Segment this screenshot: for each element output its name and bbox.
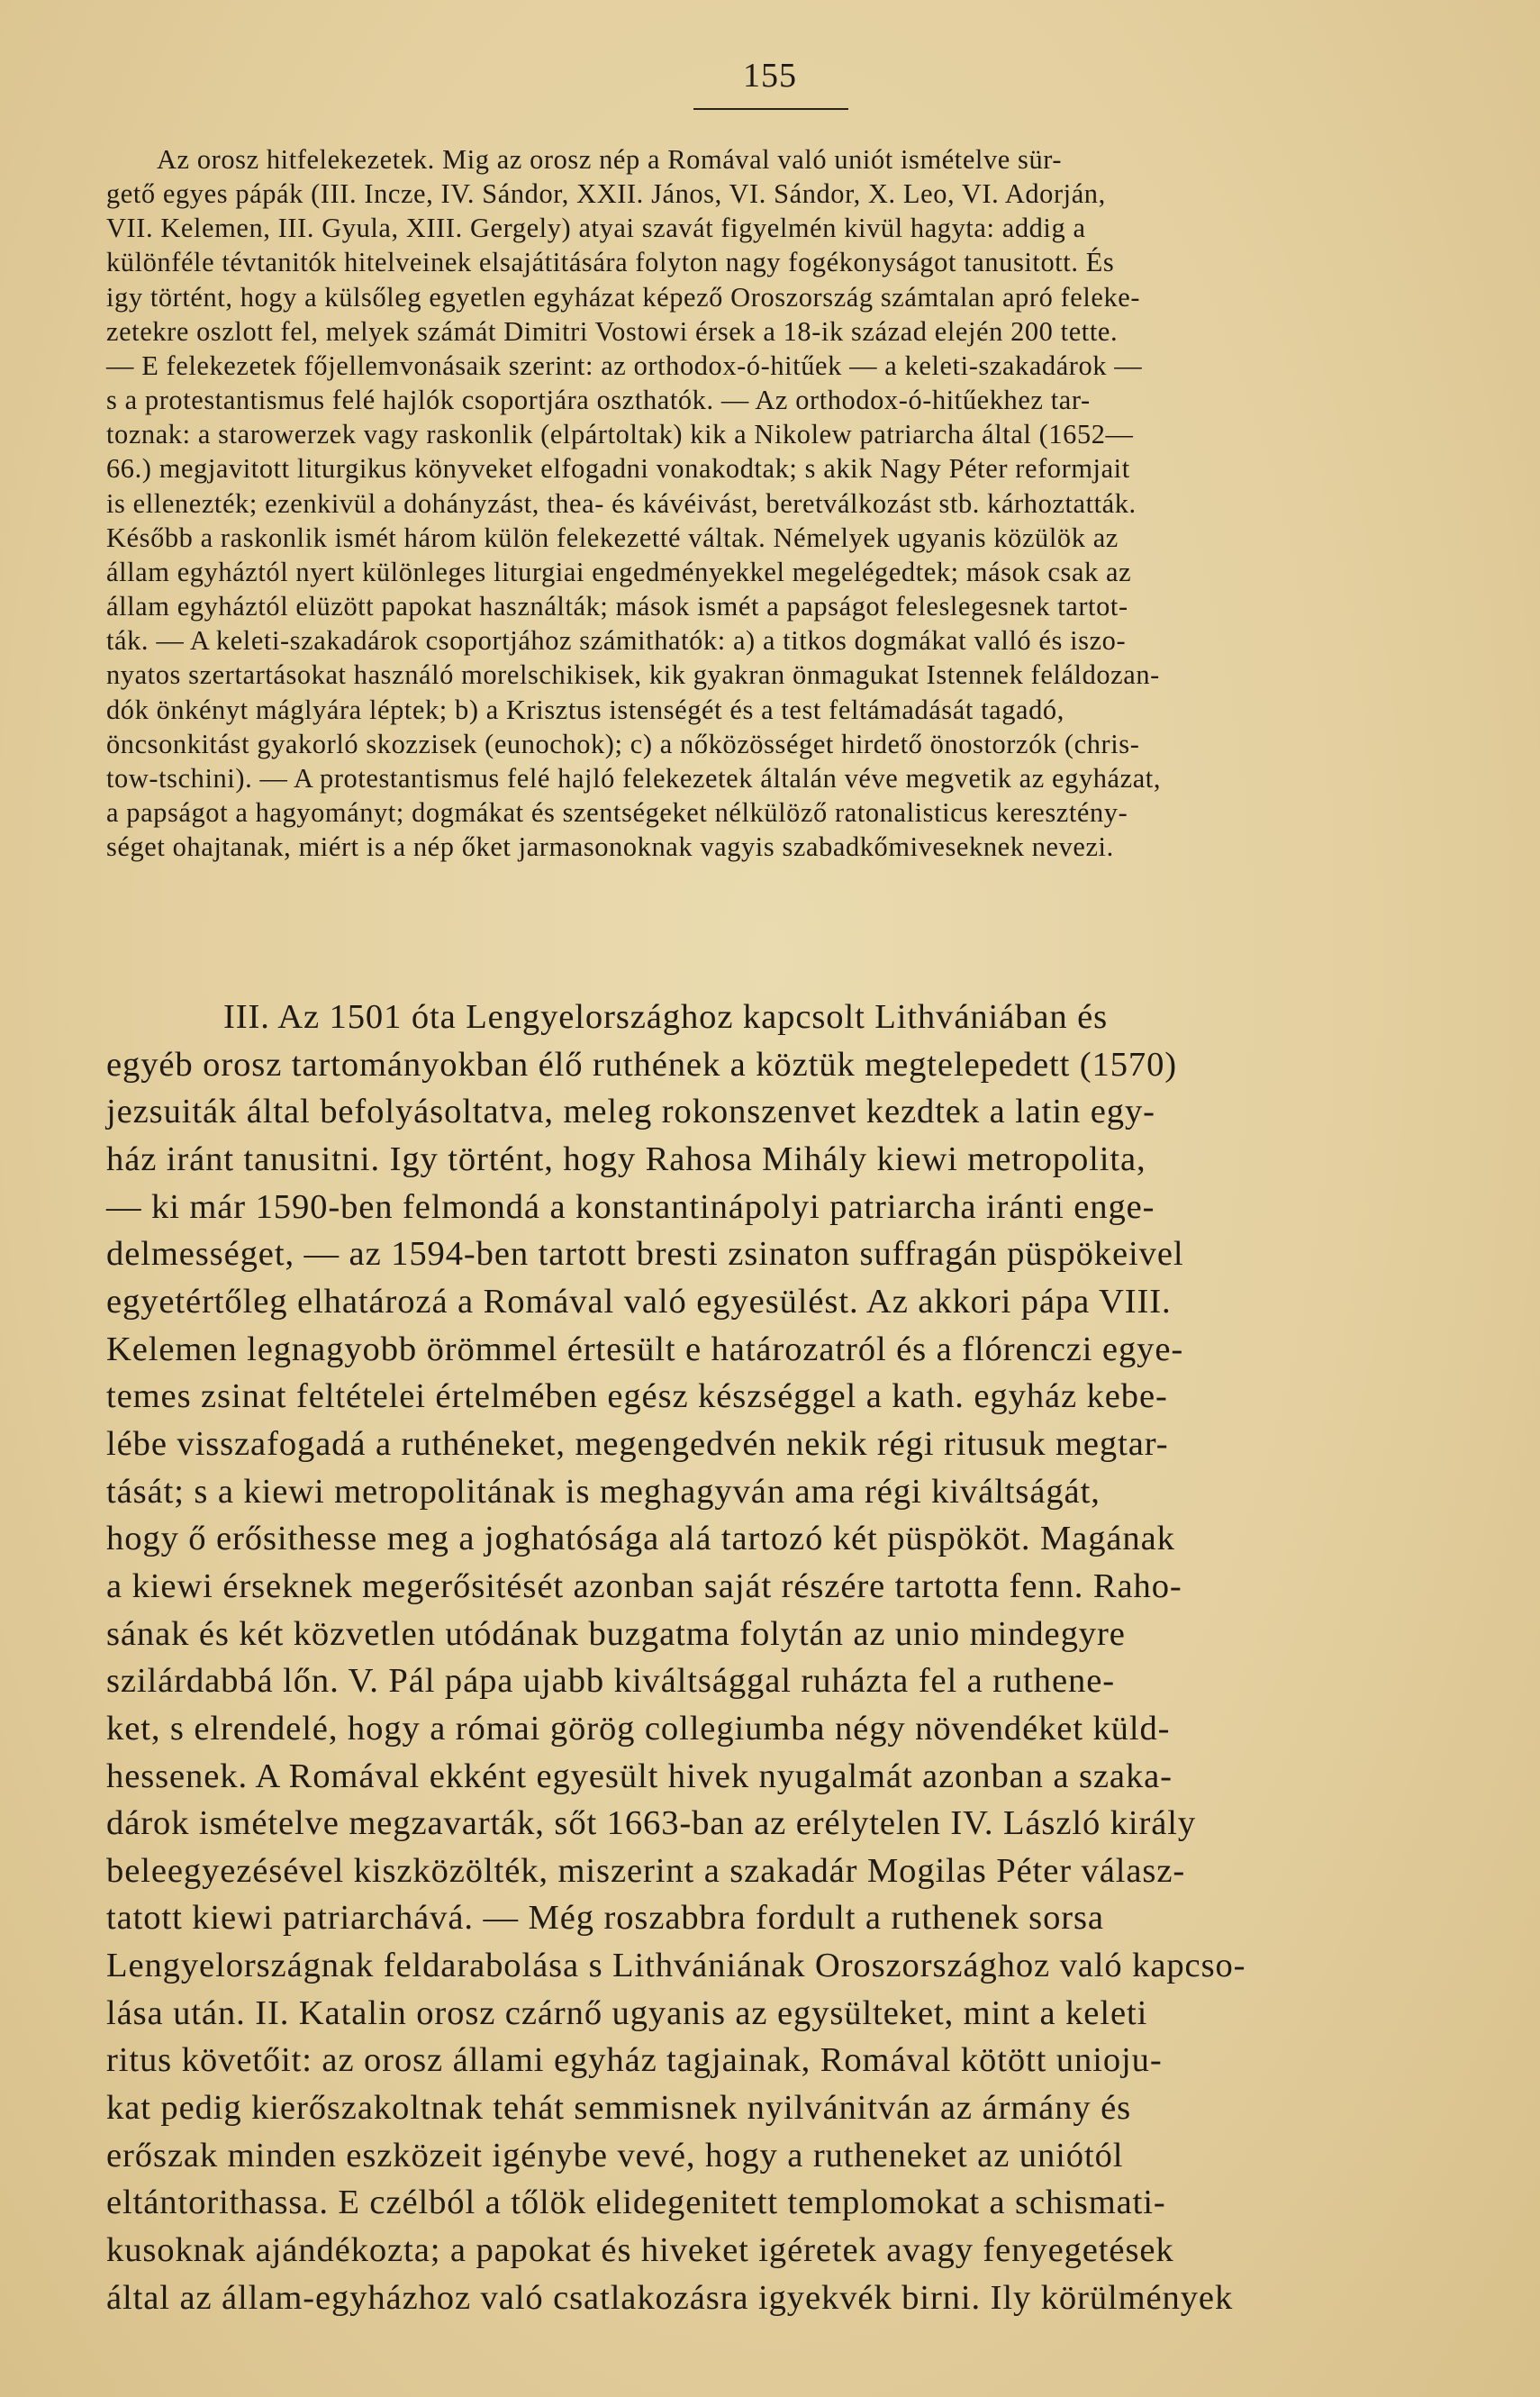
text-line: a kiewi érseknek megerősitését azonban saját részére tartotta fenn. Raho- (106, 1566, 1182, 1605)
text-line: delmességet, — az 1594-ben tartott bresti zsinaton suffragán püspökeivel (106, 1235, 1184, 1274)
text-line: is ellenezték; ezenkivül a dohányzást, thea- és kávéivást, beretválkozást stb. kárhoztatták. (106, 487, 1137, 519)
text-line: temes zsinat feltételei értelmében egész készséggel a kath. egyház kebe- (106, 1377, 1168, 1416)
text-line: — E felekezetek főjellemvonásaik szerint: az orthodox-ó-hitűek — a keleti-szakadárok — (106, 350, 1143, 381)
text-line: nyatos szertartásokat használó morelschikisek, kik gyakran önmagukat Istennek feláldozan- (106, 659, 1160, 691)
text-line: III. Az 1501 óta Lengyelországhoz kapcsolt Lithvániában és (223, 998, 1109, 1036)
text-line: zetekre oszlott fel, melyek számát Dimitri Vostowi érsek a 18-ik század elején 200 tette. (106, 315, 1119, 347)
text-line: állam egyháztól elüzött papokat használták; mások ismét a papságot feleslegesnek tartot- (106, 591, 1128, 622)
text-line: Kelemen legnagyobb örömmel értesült e határozatról és a flórenczi egye- (106, 1330, 1184, 1368)
text-line: hogy ő erősithesse meg a joghatósága alá tartozó két püspököt. Magának (106, 1520, 1175, 1558)
text-line: Az orosz hitfelekezetek. Mig az orosz nép a Romával való uniót ismételve sür- (157, 144, 1063, 175)
text-line: lása után. II. Katalin orosz czárnő ugyanis az egysülteket, mint a keleti (106, 1993, 1148, 2032)
text-line: kat pedig kierőszakoltnak tehát semmisnek nyilvánitván az ármány és (106, 2089, 1132, 2128)
page-number: 155 (743, 57, 797, 95)
text-line: egyéb orosz tartományokban élő ruthének a köztük megtelepedett (1570) (106, 1045, 1178, 1084)
text-line: ritus követőit: az orosz állami egyház tagjainak, Romával kötött unioju- (106, 2041, 1163, 2080)
text-line: különféle tévtanitók hitelveinek elsajátitására folyton nagy fogékonyságot tanusitott. És (106, 247, 1115, 278)
text-line: ház iránt tanusitni. Igy történt, hogy Rahosa Mihály kiewi metropolita, (106, 1139, 1146, 1178)
text-line: egyetértőleg elhatározá a Romával való egyesülést. Az akkori pápa VIII. (106, 1282, 1172, 1321)
text-line: hessenek. A Romával ekként egyesült hivek nyugalmát azonban a szaka- (106, 1757, 1173, 1795)
text-line: tow-tschini). — A protestantismus felé hajló felekezetek általán véve megvetik az egyházat, (106, 762, 1162, 794)
text-line: igy történt, hogy a külsőleg egyetlen egyházat képező Oroszország számtalan apró feleke- (106, 281, 1141, 313)
text-line: Lengyelországnak feldarabolása s Lithvániának Oroszországhoz való kapcso- (106, 1947, 1246, 1985)
text-line: a papságot a hagyományt; dogmákat és szentségeket nélkülöző ratonalisticus keresztény- (106, 796, 1128, 828)
text-line: jezsuiták által befolyásoltatva, meleg rokonszenvet kezdtek a latin egy- (106, 1093, 1155, 1131)
text-line: séget ohajtanak, miért is a nép őket jarmasonoknak vagyis szabadkőmiveseknek nevezi. (106, 831, 1114, 863)
text-line: tását; s a kiewi metropolitának is meghagyván ama régi kiváltságát, (106, 1472, 1101, 1511)
text-line: lébe visszafogadá a ruthéneket, megengedvén nekik régi ritusuk megtar- (106, 1424, 1169, 1463)
text-line: állam egyháztól nyert különleges liturgiai engedményekkel megelégedtek; mások csak az (106, 556, 1132, 587)
text-line: dók önkényt máglyára léptek; b) a Krisztus istenségét és a test feltámadását tagadó, (106, 694, 1064, 725)
text-line: VII. Kelemen, III. Gyula, XIII. Gergely) atyai szavát figyelmén kivül hagyta: addig a (106, 213, 1086, 244)
text-line: szilárdabbá lőn. V. Pál pápa ujabb kiváltsággal ruházta fel a ruthene- (106, 1662, 1115, 1701)
text-line: toznak: a starowerzek vagy raskonlik (elpártoltak) kik a Nikolew patriarcha által (1652— (106, 419, 1134, 450)
text-line: s a protestantismus felé hajlók csoportjára oszthatók. — Az orthodox-ó-hitűekhez tar- (106, 385, 1091, 416)
text-line: eltántorithassa. E czélból a tőlök elidegenitett templomokat a schismati- (106, 2184, 1166, 2222)
page-number-rule (693, 108, 848, 110)
text-line: erőszak minden eszközeit igénybe vevé, hogy a rutheneket az uniótól (106, 2136, 1124, 2175)
text-line: öncsonkitást gyakorló skozzisek (eunochok); c) a nőközösséget hirdető önostorzók (chris- (106, 728, 1140, 759)
text-line: — ki már 1590-ben felmondá a konstantinápolyi patriarcha iránti enge- (106, 1187, 1155, 1226)
text-line: dárok ismételve megzavarták, sőt 1663-ban az erélytelen IV. László király (106, 1804, 1197, 1843)
text-line: tatott kiewi patriarchává. — Még roszabbra fordult a ruthenek sorsa (106, 1899, 1104, 1938)
text-line: által az állam-egyházhoz való csatlakozásra igyekvék birni. Ily körülmények (106, 2278, 1234, 2317)
text-line: gető egyes pápák (III. Incze, IV. Sándor, XXII. János, VI. Sándor, X. Leo, VI. Adorján, (106, 178, 1106, 210)
text-line: beleegyezésével kiszközölték, miszerint a szakadár Mogilas Péter válasz- (106, 1851, 1186, 1890)
paragraph-orosz-hitfelekezetek (106, 142, 1433, 864)
text-line: ták. — A keleti-szakadárok csoportjához számithatók: a) a titkos dogmákat valló és iszo- (106, 625, 1127, 657)
text-line: ket, s elrendelé, hogy a római görög collegiumba négy növendéket küld- (106, 1709, 1171, 1748)
text-line: Később a raskonlik ismét három külön felekezetté váltak. Némelyek ugyanis közülök az (106, 522, 1119, 553)
text-line: sának és két közvetlen utódának buzgatma folytán az unio mindegyre (106, 1614, 1126, 1653)
paragraph-ruthenek (106, 994, 1433, 2321)
text-line: kusoknak ajándékozta; a papokat és hiveket igéretek avagy fenyegetések (106, 2231, 1174, 2270)
text-line: 66.) megjavitott liturgikus könyveket elfogadni vonakodtak; s akik Nagy Péter reformjait (106, 453, 1130, 485)
